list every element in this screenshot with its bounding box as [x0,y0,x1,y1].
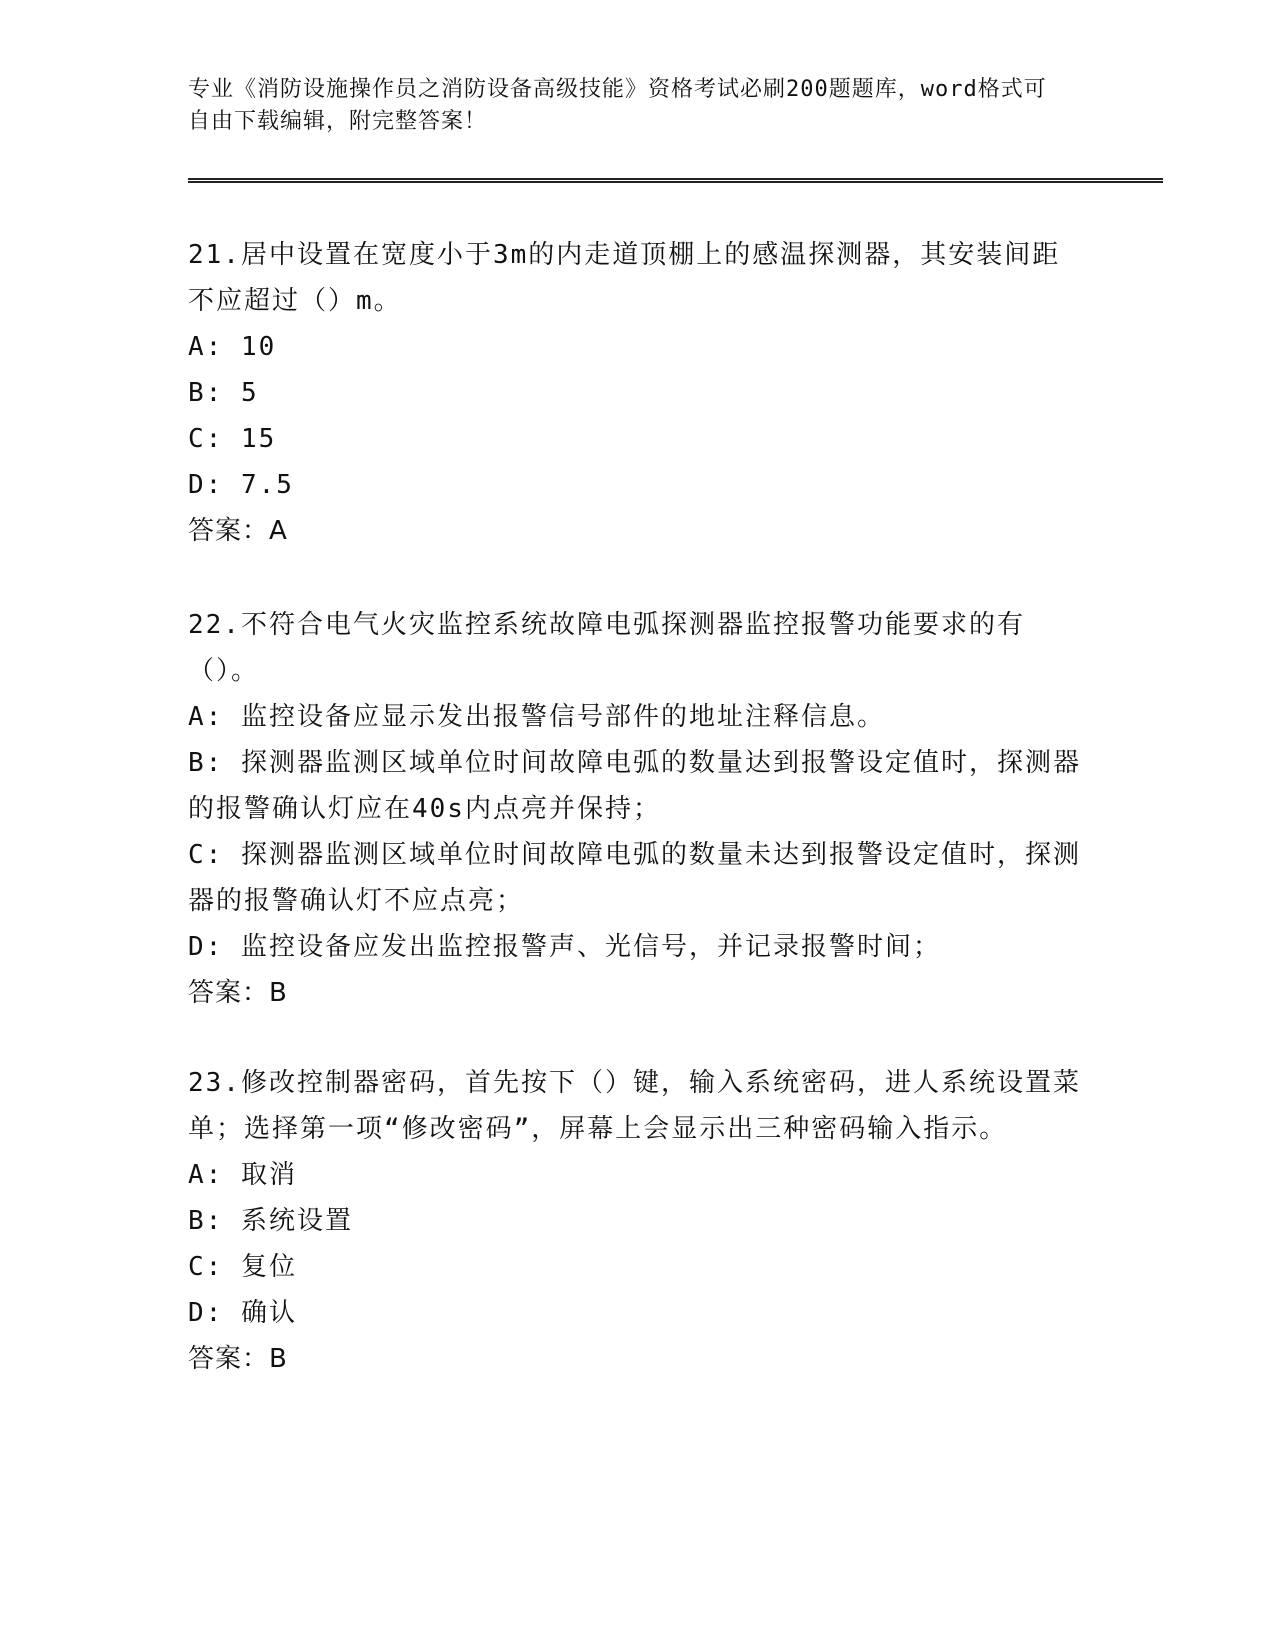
answer-line: 答案：B [188,978,288,1008]
option-a [188,1152,1088,1198]
option-a [188,324,1088,370]
option-c [188,1244,1088,1290]
question-block [188,1060,1088,1382]
option-text: 5 [240,378,259,408]
option-b [188,1198,1088,1244]
option-text: 确认 [240,1298,297,1328]
option-a [188,694,1088,740]
option-label: B: [188,378,224,408]
option-text: 监控设备应发出监控报警声、光信号，并记录报警时间； [240,932,941,962]
option-label: C: [188,424,224,454]
option-text: 探测器监测区域单位时间故障电弧的数量达到报警设定值时，探测器的报警确认灯应在40s内点亮并保持； [188,748,1081,824]
document-header: 专业《消防设施操作员之消防设备高级技能》资格考试必刷200题题库，word格式可自由下载编辑，附完整答案！ [188,77,1047,134]
question-block [188,232,1088,554]
option-text: 复位 [240,1252,297,1282]
option-b [188,740,1088,832]
option-label: A: [188,702,224,732]
option-label: A: [188,1160,224,1190]
option-text: 探测器监测区域单位时间故障电弧的数量未达到报警设定值时，探测器的报警确认灯不应点亮； [188,840,1081,916]
answer-line: 答案：B [188,1344,288,1374]
option-label: B: [188,748,224,778]
option-text: 7.5 [240,470,294,500]
option-text: 系统设置 [240,1206,353,1236]
option-label: D: [188,1298,224,1328]
option-label: C: [188,840,224,870]
option-label: C: [188,1252,224,1282]
option-c [188,416,1088,462]
option-text: 15 [240,424,277,454]
option-label: D: [188,470,224,500]
option-label: D: [188,932,224,962]
question-block [188,602,1088,1016]
option-d [188,924,1088,970]
option-d [188,1290,1088,1336]
answer-line: 答案：A [188,516,288,546]
option-label: B: [188,1206,224,1236]
option-c [188,832,1088,924]
option-text: 取消 [240,1160,297,1190]
option-label: A: [188,332,224,362]
question-stem: 21.居中设置在宽度小于3m的内走道顶棚上的感温探测器，其安装间距不应超过（）m。 [188,240,1061,316]
option-text: 监控设备应显示发出报警信号部件的地址注释信息。 [240,702,885,732]
option-text: 10 [240,332,277,362]
question-stem: 22.不符合电气火灾监控系统故障电弧探测器监控报警功能要求的有（）。 [188,610,1025,686]
option-d [188,462,1088,508]
header-divider [188,178,1163,183]
option-b [188,370,1088,416]
question-stem: 23.修改控制器密码，首先按下（）键，输入系统密码，进人系统设置菜单；选择第一项“修改密码”，屏幕上会显示出三种密码输入指示。 [188,1068,1081,1144]
